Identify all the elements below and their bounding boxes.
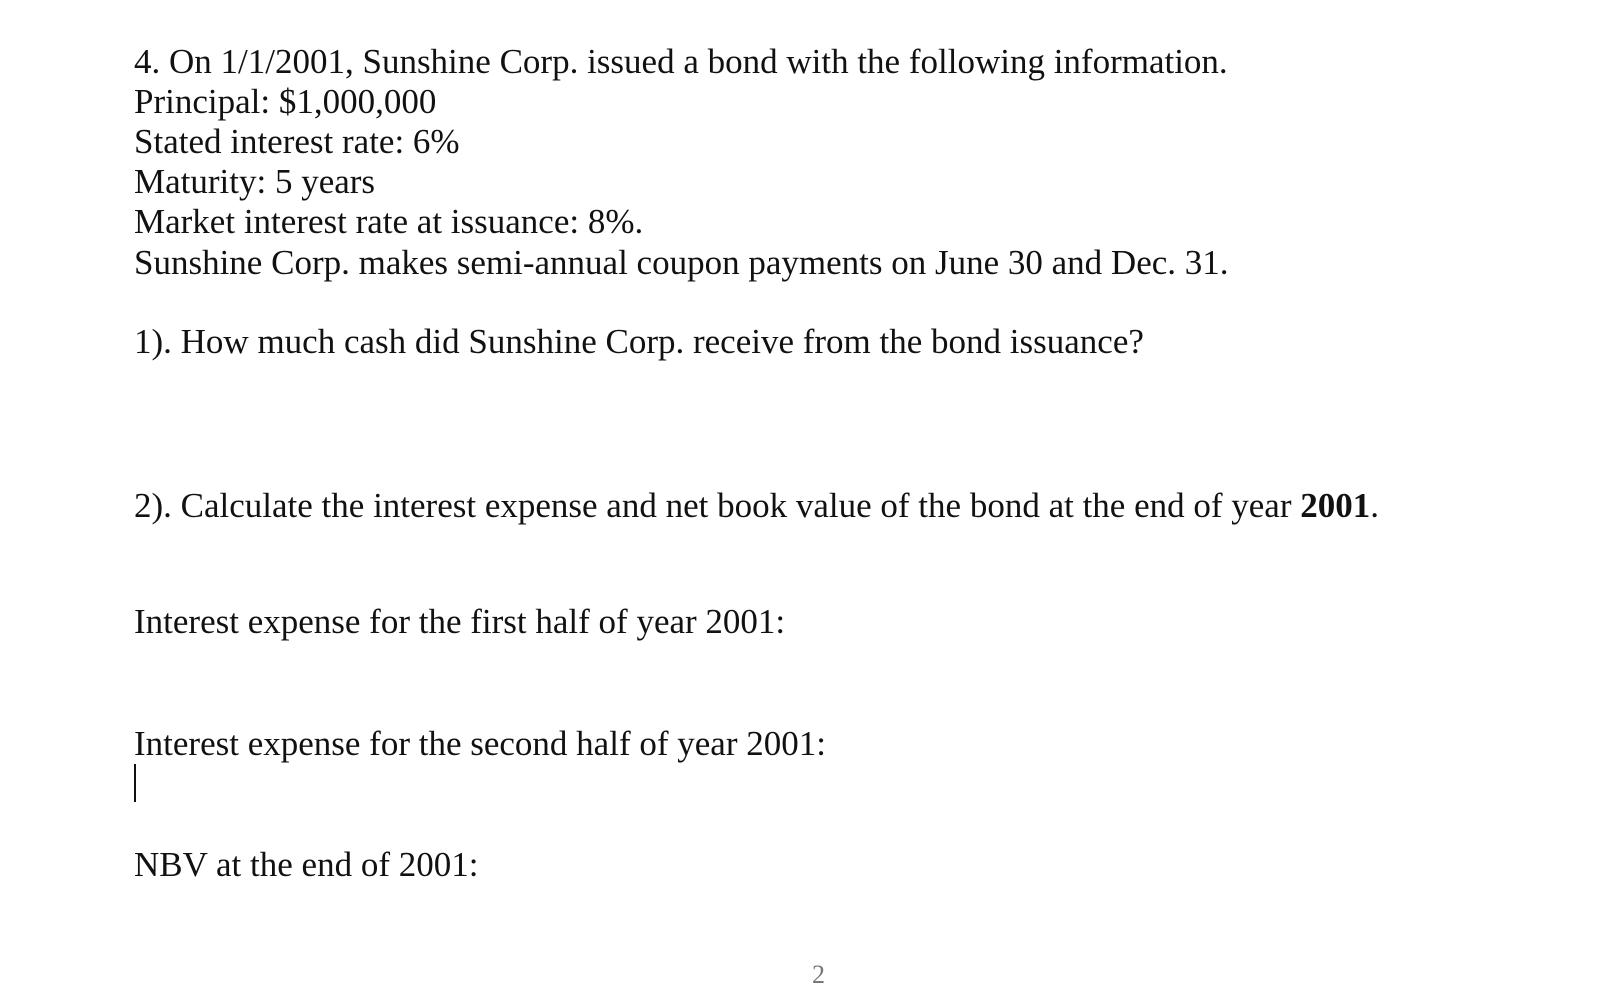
maturity-line: Maturity: 5 years bbox=[134, 162, 376, 201]
principal-line: Principal: $1,000,000 bbox=[134, 82, 437, 121]
nbv-label: NBV at the end of 2001: bbox=[134, 845, 479, 884]
part2-question-text: 2). Calculate the interest expense and net book value of the bond at the end of year bbox=[134, 486, 1301, 525]
market-rate-line: Market interest rate at issuance: 8%. bbox=[134, 202, 644, 241]
part1-question: 1). How much cash did Sunshine Corp. receive from the bond issuance? bbox=[134, 322, 1144, 361]
part2-period: . bbox=[1370, 486, 1379, 525]
payments-line: Sunshine Corp. makes semi-annual coupon payments on June 30 and Dec. 31. bbox=[134, 243, 1229, 282]
question-intro: 4. On 1/1/2001, Sunshine Corp. issued a bond with the following information. bbox=[134, 42, 1228, 81]
first-half-label: Interest expense for the first half of year 2001: bbox=[134, 602, 786, 641]
part2-question bbox=[134, 486, 1379, 526]
text-cursor bbox=[134, 764, 136, 802]
stated-rate-line: Stated interest rate: 6% bbox=[134, 122, 460, 161]
page-number: 2 bbox=[812, 960, 825, 989]
second-half-label: Interest expense for the second half of year 2001: bbox=[134, 724, 826, 763]
part2-year-bold: 2001 bbox=[1300, 486, 1371, 525]
